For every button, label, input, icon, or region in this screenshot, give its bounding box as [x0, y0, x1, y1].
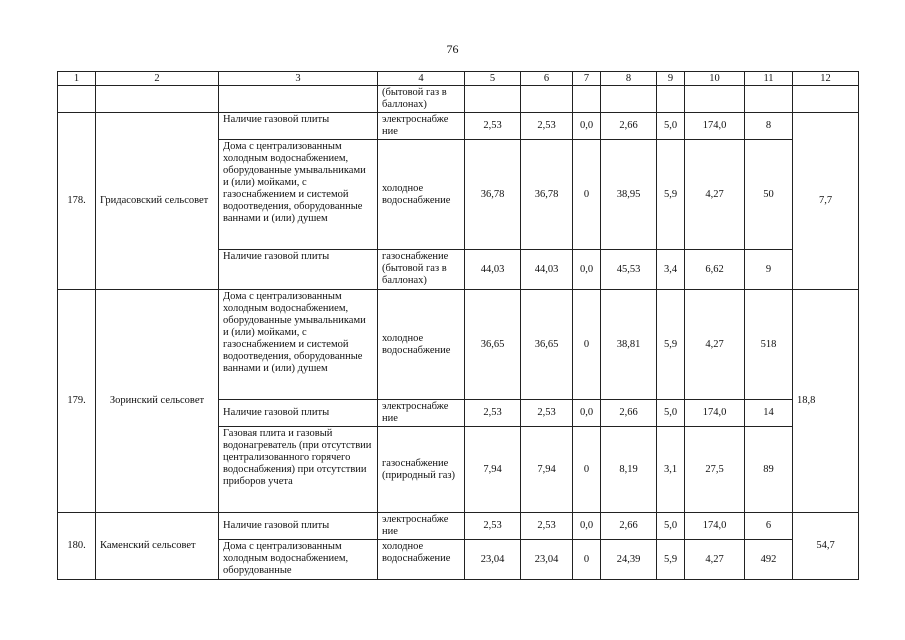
value-cell: 7,94 — [465, 427, 521, 513]
row-number: 180. — [58, 513, 96, 580]
value-cell: 8,19 — [601, 427, 657, 513]
value-cell: 4,27 — [685, 540, 745, 580]
table-cell — [685, 86, 745, 113]
table-row — [58, 113, 859, 140]
value-cell: 0,0 — [573, 513, 601, 540]
value-cell: 44,03 — [521, 250, 573, 290]
table-row — [58, 513, 859, 540]
value-cell: 2,53 — [521, 400, 573, 427]
table-cell — [58, 86, 96, 113]
service-cell: холодное водоснабжение — [378, 290, 465, 400]
value-cell: 0 — [573, 290, 601, 400]
total-cell: 54,7 — [793, 513, 859, 580]
service-cell: (бытовой газ в баллонах) — [378, 86, 465, 113]
value-cell: 0,0 — [573, 250, 601, 290]
value-cell: 36,65 — [521, 290, 573, 400]
value-cell: 2,66 — [601, 513, 657, 540]
total-cell: 18,8 — [793, 290, 859, 513]
header-cell: 10 — [685, 72, 745, 86]
header-cell: 11 — [745, 72, 793, 86]
value-cell: 9 — [745, 250, 793, 290]
value-cell: 2,66 — [601, 113, 657, 140]
value-cell: 2,53 — [521, 113, 573, 140]
value-cell: 5,0 — [657, 400, 685, 427]
header-cell: 8 — [601, 72, 657, 86]
category-cell: Наличие газовой плиты — [219, 400, 378, 427]
category-cell: Наличие газовой плиты — [219, 113, 378, 140]
table-row — [58, 290, 859, 400]
table-cell — [573, 86, 601, 113]
value-cell: 38,81 — [601, 290, 657, 400]
value-cell: 0 — [573, 427, 601, 513]
tariff-table — [57, 71, 859, 580]
value-cell: 44,03 — [465, 250, 521, 290]
table-cell — [657, 86, 685, 113]
service-cell: газоснабжение (природный газ) — [378, 427, 465, 513]
value-cell: 518 — [745, 290, 793, 400]
header-cell: 12 — [793, 72, 859, 86]
category-cell: Наличие газовой плиты — [219, 513, 378, 540]
value-cell: 4,27 — [685, 290, 745, 400]
value-cell: 14 — [745, 400, 793, 427]
row-number: 179. — [58, 290, 96, 513]
value-cell: 89 — [745, 427, 793, 513]
value-cell: 6 — [745, 513, 793, 540]
header-cell: 6 — [521, 72, 573, 86]
service-cell: газоснабжение (бытовой газ в баллонах) — [378, 250, 465, 290]
total-cell: 7,7 — [793, 113, 859, 290]
value-cell: 2,53 — [465, 400, 521, 427]
header-cell: 1 — [58, 72, 96, 86]
value-cell: 5,0 — [657, 513, 685, 540]
continuation-row — [58, 86, 859, 113]
header-cell: 9 — [657, 72, 685, 86]
value-cell: 5,9 — [657, 540, 685, 580]
value-cell: 4,27 — [685, 140, 745, 250]
value-cell: 6,62 — [685, 250, 745, 290]
header-cell: 5 — [465, 72, 521, 86]
value-cell: 2,53 — [465, 513, 521, 540]
service-cell: холодное водоснабжение — [378, 140, 465, 250]
value-cell: 2,53 — [465, 113, 521, 140]
service-cell: холодное водоснабжение — [378, 540, 465, 580]
table-cell — [521, 86, 573, 113]
municipality-name: Каменский сельсовет — [96, 513, 219, 580]
header-cell: 7 — [573, 72, 601, 86]
header-cell: 2 — [96, 72, 219, 86]
value-cell: 8 — [745, 113, 793, 140]
value-cell: 27,5 — [685, 427, 745, 513]
value-cell: 5,0 — [657, 113, 685, 140]
value-cell: 5,9 — [657, 140, 685, 250]
header-cell: 4 — [378, 72, 465, 86]
value-cell: 5,9 — [657, 290, 685, 400]
value-cell: 174,0 — [685, 513, 745, 540]
value-cell: 7,94 — [521, 427, 573, 513]
value-cell: 0,0 — [573, 113, 601, 140]
value-cell: 2,53 — [521, 513, 573, 540]
row-number: 178. — [58, 113, 96, 290]
value-cell: 3,4 — [657, 250, 685, 290]
table-cell — [219, 86, 378, 113]
category-cell: Дома с централизованным холодным водоснабжением, оборудованные — [219, 540, 378, 580]
header-cell: 3 — [219, 72, 378, 86]
value-cell: 50 — [745, 140, 793, 250]
table-cell — [96, 86, 219, 113]
value-cell: 0 — [573, 540, 601, 580]
value-cell: 23,04 — [465, 540, 521, 580]
value-cell: 3,1 — [657, 427, 685, 513]
value-cell: 36,78 — [465, 140, 521, 250]
service-cell: электроснабже ние — [378, 400, 465, 427]
value-cell: 24,39 — [601, 540, 657, 580]
page-number: 76 — [446, 42, 459, 56]
value-cell: 23,04 — [521, 540, 573, 580]
table-cell — [465, 86, 521, 113]
category-cell: Наличие газовой плиты — [219, 250, 378, 290]
value-cell: 38,95 — [601, 140, 657, 250]
header-row — [58, 72, 859, 86]
table-cell — [745, 86, 793, 113]
category-cell: Дома с централизованным холодным водоснабжением, оборудованные умывальниками и (или) мойками, с газоснабжением и системой водоотведения, оборудованные ваннами и (или) душем — [219, 140, 378, 250]
table-cell — [793, 86, 859, 113]
service-cell: электроснабже ние — [378, 113, 465, 140]
value-cell: 45,53 — [601, 250, 657, 290]
category-cell: Газовая плита и газовый водонагреватель (при отсутствии централизованного горячего водоснабжения) при отсутствии приборов учета — [219, 427, 378, 513]
service-cell: электроснабже ние — [378, 513, 465, 540]
value-cell: 36,78 — [521, 140, 573, 250]
table-cell — [601, 86, 657, 113]
value-cell: 174,0 — [685, 113, 745, 140]
value-cell: 0,0 — [573, 400, 601, 427]
value-cell: 2,66 — [601, 400, 657, 427]
value-cell: 36,65 — [465, 290, 521, 400]
category-cell: Дома с централизованным холодным водоснабжением, оборудованные умывальниками и (или) мойками, с газоснабжением и системой водоотведения, оборудованные ваннами и (или) душем — [219, 290, 378, 400]
municipality-name: Зоринский сельсовет — [96, 290, 219, 513]
value-cell: 492 — [745, 540, 793, 580]
municipality-name: Гридасовский сельсовет — [96, 113, 219, 290]
value-cell: 174,0 — [685, 400, 745, 427]
value-cell: 0 — [573, 140, 601, 250]
